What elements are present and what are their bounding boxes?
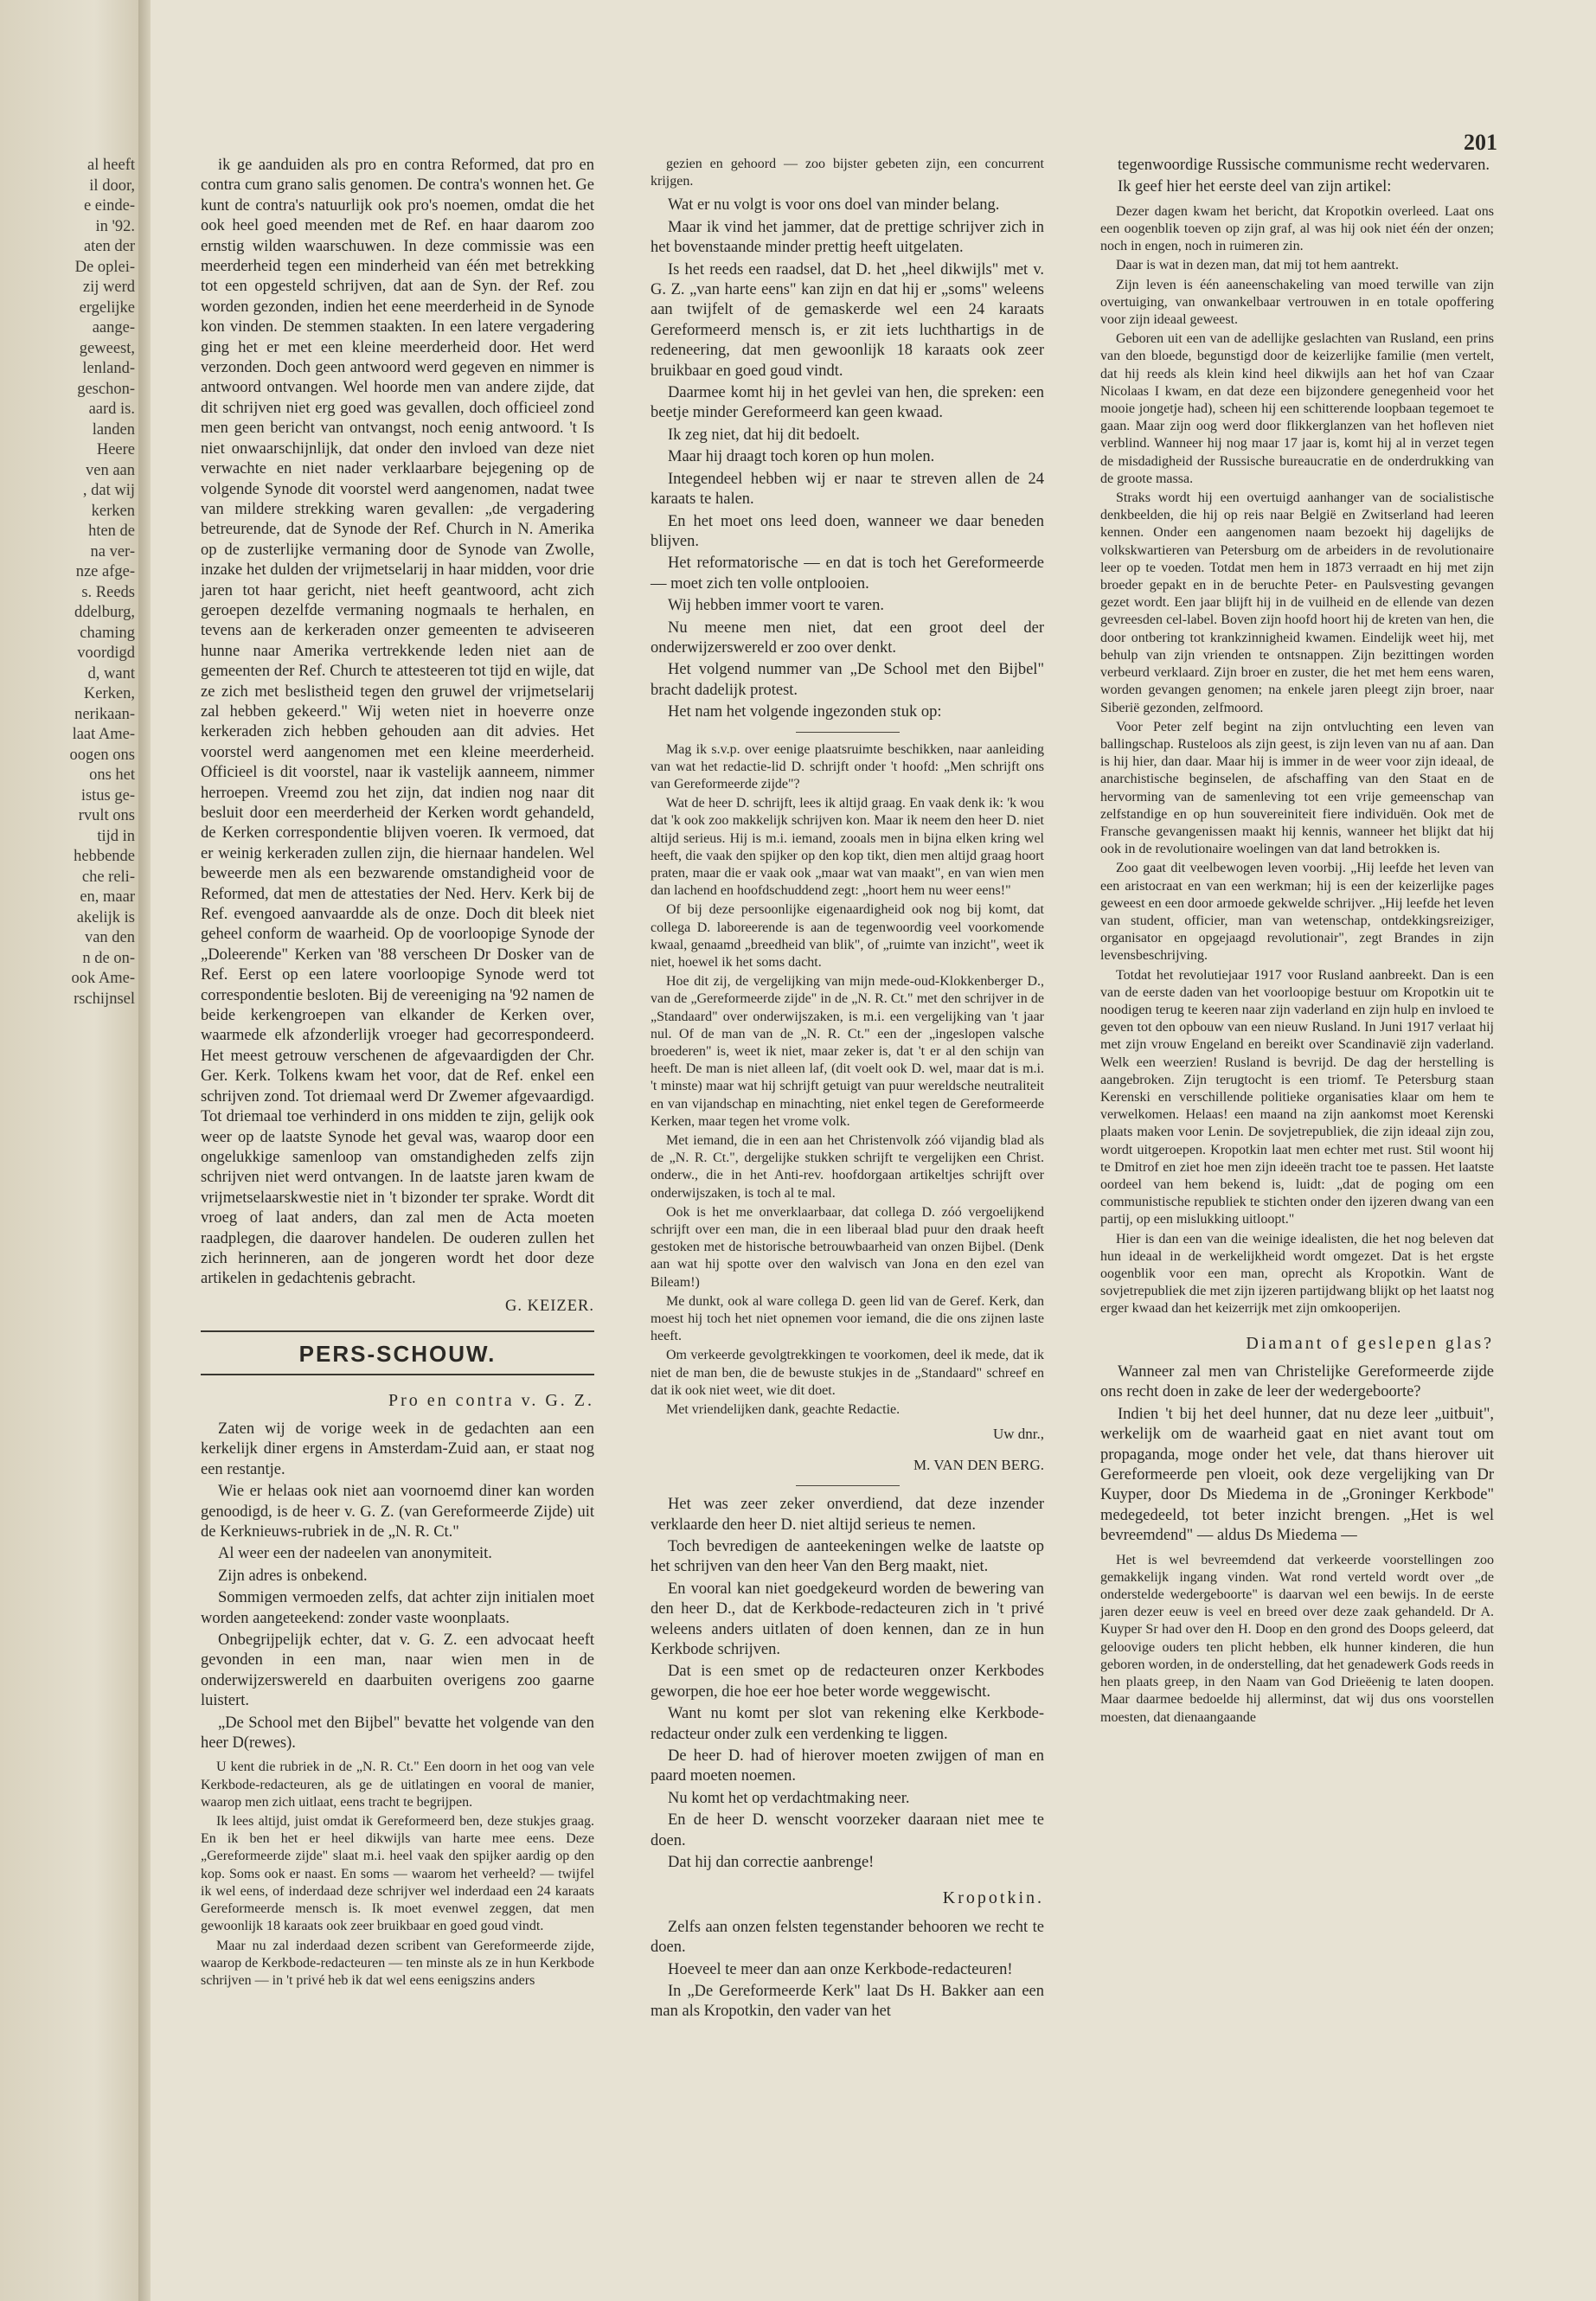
facing-page-line: ergelijke [79, 298, 135, 317]
facing-page-line: chaming [80, 624, 135, 642]
quote-paragraph: Maar nu zal inderdaad dezen scribent van Gereformeerde zijde, waarop de Kerkbode-redacteuren — ten minste als ze in hun Kerkbode schrijven — in 't privé heb ik dat wel eens eenigszins anders [201, 1938, 594, 1988]
facing-page-line: voordigd [77, 644, 135, 662]
facing-page-line: kerken [91, 502, 135, 520]
author-signature: G. KEIZER. [505, 1297, 594, 1315]
facing-page-line: ons het [89, 766, 135, 784]
quoted-passage [201, 1759, 594, 1990]
facing-page-line: ook Ame- [71, 970, 135, 987]
paragraph: Het was zeer zeker onverdiend, dat deze inzender verklaarde den heer D. niet altijd serieus te nemen. [651, 1496, 1044, 1534]
paragraph: Het reformatorische — en dat is toch het Gereformeerde — moet zich ten volle ontplooien. [651, 554, 1044, 593]
paragraph: Wie er helaas ook niet aan voornoemd diner kan worden genoodigd, is de heer v. G. Z. (van Gereformeerde Zijde) uit de Kerknieuws-rubriek in de „N. R. Ct." [201, 1483, 594, 1541]
letter-signature: M. VAN DEN BERG. [913, 1456, 1044, 1473]
article-body [651, 1495, 1044, 1873]
paragraph: Integendeel hebben wij er naar te streven allen de 24 karaats te halen. [651, 470, 1044, 509]
paragraph: In „De Gereformeerde Kerk" laat Ds H. Bakker aan een man als Kropotkin, den vader van het [651, 1983, 1044, 2021]
facing-page-line: aange- [92, 319, 135, 336]
article-heading: Kropotkin. [942, 1888, 1044, 1908]
paragraph: Ik geef hier het eerste deel van zijn artikel: [1118, 178, 1392, 196]
facing-page-line: , dat wij [82, 482, 135, 499]
facing-page-line: e einde- [83, 197, 135, 215]
quote-paragraph: Daar is wat in dezen man, dat mij tot hem aantrekt. [1116, 258, 1399, 273]
quote-paragraph: Zoo gaat dit veelbewogen leven voorbij. „Hij leefde het leven van een aristocraat en van een werkman; hij is een der keizerlijke pages geweest en een door armoede gekwelde schrijver. „Hij leefde het leven van student, officier, man van wetenschap, ontdekkingsreiziger, organisator en opgejaagd revolutionair", zegt Brandes in zijn levensbeschrijving. [1100, 861, 1494, 964]
facing-page-line: nze afge- [75, 563, 135, 580]
paragraph: Wij hebben immer voort te varen. [668, 597, 884, 615]
paragraph: Ik zeg niet, dat hij dit bedoelt. [668, 426, 860, 444]
paragraph: Daarmee komt hij in het gevlei van hen, die spreken: een beetje minder Gereformeerd kan geen kwaad. [651, 384, 1044, 422]
paragraph: Toch bevredigen de aanteekeningen welke de laatste op het schrijven van den heer Van den Berg maakt, niet. [651, 1537, 1044, 1576]
article-body [201, 1420, 594, 1754]
letter-closing: Uw dnr., [992, 1426, 1044, 1443]
facing-page-line: Kerken, [83, 685, 135, 702]
quoted-passage [651, 156, 1044, 190]
facing-page-line: aard is. [88, 401, 135, 418]
article-continuation [201, 156, 594, 1290]
facing-page-line: ddelburg, [74, 604, 135, 621]
facing-page-line: en, maar [80, 888, 135, 906]
newspaper-page [149, 104, 1498, 2301]
paragraph: Indien 't bij het deel hunner, dat nu deze leer „uitbuit", werkelijk om de waarheid gaat en niet avant tout om propaganda, moge onder het vele, dat thans hierover uit Gereformeerde pen vloeit, ook deze vergelijking van Dr Kuyper, door Ds Miedema in de „Groninger Kerkbode" medegedeeld, tot beter inzicht brengen. „Het is wel bevreemdend" — aldus Ds Miedema — [1100, 1405, 1494, 1545]
paragraph: „De School met den Bijbel" bevatte het volgende van den heer D(rewes). [201, 1714, 594, 1753]
facing-page-line: oogen ons [69, 746, 135, 764]
paragraph: Dat is een smet op de redacteuren onzer Kerkbodes geworpen, die hoe eer hoe beter worde weggewischt. [651, 1663, 1044, 1701]
paragraph: Dat hij dan correctie aanbrenge! [668, 1854, 875, 1871]
quote-paragraph: Hoe dit zij, de vergelijking van mijn mede-oud-Klokkenberger D., van de „Gereformeerde zijde" in de „N. R. Ct." met den schrijver in de „Standaard" over onderwijszaken, is m.i. een vergelijking van 't jaar nul. Of de man van de „N. R. Ct." een der „ingeslopen valsche broederen" is, weet ik niet, maar zeker is, dat 't er al den schijn van heeft. De man is niet alleen laf, (dit voelt ook D. wel, maar dat is m.i. 't minste) maar wat hij schrijft getuigt van puur wereldsche neutraliteit en van vijandschap en minachting, niet enkel tegen de Gereformeerde Kerken, maar tegen het vrome volk. [651, 974, 1044, 1129]
quote-paragraph: Het is wel bevreemdend dat verkeerde voorstellingen zoo gemakkelijk ingang vinden. Wat rond verteld wordt over „de onderstelde wedergeboorte" is daarvan wel een bewijs. In de eerste jaren dezer eeuw is veel en breed over deze zaak gehandeld. Dr A. Kuyper Sr had over den H. Doop en den grond des Doops geleerd, dat geloovige ouders ten plicht hebben, elk hunner kinderen, die hun geboren worden, in de onderstelling, dat het genadewerk Gods reeds in hen plaats greep, in den Naam van God Drieëenig te laten doopen. Maar daarmee bedoelde hij allerminst, dat wij dus ons voorstellen moesten, dat dienaangaande [1100, 1552, 1494, 1725]
paragraph: Nu komt het op verdachtmaking neer. [668, 1789, 910, 1807]
article-heading: Pro en contra v. G. Z. [388, 1390, 594, 1410]
divider [796, 1485, 900, 1486]
facing-page-line: laat Ame- [72, 726, 135, 743]
quote-paragraph: Me dunkt, ook al ware collega D. geen lid van de Geref. Kerk, dan moest hij toch het niet opnemen voor iemand, die die ons zijnen laste heeft. [651, 1293, 1044, 1344]
quote-paragraph: Mag ik s.v.p. over eenige plaatsruimte beschikken, naar aanleiding van wat het redactie-lid D. schrijft onder 't hoofd: „Men schrijft ons van Gereformeerde zijde"? [651, 741, 1044, 792]
paragraph: Het nam het volgende ingezonden stuk op: [668, 703, 942, 721]
paragraph: Wat er nu volgt is voor ons doel van minder belang. [668, 196, 1000, 215]
quote-paragraph: Met iemand, die in een aan het Christenvolk zóó vijandig blad als de „N. R. Ct.", dergelijke stukken schrijft te vergelijken een Christ. onderw., die in het Anti-rev. hoofdorgaan artikeltjes schrijft over onderwijszaken, is toch al te mal. [651, 1133, 1044, 1201]
section-divider [201, 1374, 594, 1375]
paragraph: Maar ik vind het jammer, dat de prettige schrijver zich in het bovenstaande minder prettig heeft uitgelaten. [651, 218, 1044, 257]
paragraph: ik ge aanduiden als pro en contra Reformed, dat pro en contra cum grano salis genomen. De contra's wonnen het. Ge kunt de contra's natuurlijk ook pro's noemen, omdat die het ook heel goed meenden met de Ref. en haar daarom zoo ernstig wilden waarschuwen. In deze commissie was een meerderheid tegen een minderheid van één met betrekking tot een opgesteld schrijven, dat aan de Syn. der Ref. zou worden gezonden, indien het eene meerderheid in de Synode kon vinden. De stemmen staakten. In een latere vergadering ging het er met een kleine meerderheid door. Het werd verzonden. Doch geen antwoord werd gegeven en nimmer is antwoord ontvangen. Wel hoorde men van andere zijde, dat dit schrijven niet erg goed was gevallen, doch officieel zond men geen bericht van ontvangst, noch eenig antwoord. 't Is niet onwaarschijnlijk, dat onder den invloed van deze niet verwachte en niet nader verklaarbare bejegening op de volgende Synode dit voorstel werd aangenomen, nadat twee van mildere strekking waren gevallen: „de vergadering betreurende, dat de Synode der Ref. Church in N. Amerika op de zusterlijke vermaning door de Synode van Zwolle, inzake het dulden der vrijmetselarij in haar midden, voor drie jaren tot haar gericht, niet heeft geantwoord, acht zich geroepen dezelfde vermaning nogmaals te herhalen, en tevens aan de kerkeraden onzer gemeenten te adviseeren hunne naar Amerika vertrekkende leden niet aan de gemeenten der Ref. Church te attesteeren tot tijd en wijle, dat ze zich met beslistheid tegen den gruwel der vrijmetselarij zal hebben gekeerd." Wij weten niet in hoeverre onze kerkeraden zich hebben gehouden aan dit advies. Het voorstel werd aangenomen met een kleine meerderheid. Officieel is dit voorstel, naar ik vastelijk aanneem, nimmer herroepen. Vreemd zou het zijn, dat indien nog naar dit besluit door een meerderheid der Kerken wordt gehandeld, de Kerken correspondentie blijven voeren. Ik vermoed, dat er weinig kerkeraden zullen zijn, die hiernaar handelen. Wel beweerde men als een bezwarende omstandigheid voor de Reformed, dat men de attestaties der Ned. Herv. Kerk bij de Ref. evengoed aanvaardde als de onze. Doch dit bleek niet geheel conform de waarheid. Op de voorloopige Synode der „Doleerende" Kerken van '88 verscheen Dr Dosker van de Ref. Eerst op een latere voorloopige Synode werd tot correspondentie besloten. Bij de vereeniging na '92 namen de beide kerkengroepen van elkander de Kerken over, waarmede elk afzonderlijk vroeger had gecorrespondeerd. Het meest getrouw verschenen de afgevaardigden der Chr. Ger. Kerk. Tolkens kwam het voor, dat de Ref. enkel een schrijven zond. Tot driemaal werd Dr Zwemer afgevaardigd. Tot driemaal toe verhinderd in ons midden te zijn, gelijk ook weer op de laatste Synode het geval was, waarop door een ongelukkige samenloop van omstandigheden zelfs zijn schrijven niet werd ontvangen. In de laatste jaren kwam de vrijmetselaarskwestie niet in 't bizonder ter sprake. Wordt dit vroeg of laat anders, dan zal men de Acta moeten raadplegen, die daarover handelen. De ouderen zullen het zich herinneren, aan de jongeren wordt het door deze artikelen in gedachtenis gebracht. [201, 157, 594, 1288]
quote-paragraph: Voor Peter zelf begint na zijn ontvluchting een leven van ballingschap. Rusteloos als zijn geest, is zijn leven van nu af aan. Dan is hij hier, dan daar. Maar hij is immer in de weer voor zijn ideaal, de anarchistische beginselen, de afschaffing van den Staat en de hervorming van de samenleving tot een vrije gemeenschap van zelfstandige en op hun souvereiniteit fiere individuën. Ook met de Fransche gevangenissen maakt hij kennis, wanneer het blijkt dat hij ook in de revolutionaire woelingen van dat land betrokken is. [1100, 719, 1494, 857]
facing-page-line: landen [92, 420, 135, 439]
column-1 [201, 156, 594, 1995]
facing-page-line: hten de [88, 522, 135, 540]
paragraph: Onbegrijpelijk echter, dat v. G. Z. een advocaat heeft gevonden in een man, naar wien men in de onderwijzerswereld en daarbuiten overigens zoo gaarne luistert. [201, 1631, 594, 1710]
paragraph: Het volgend nummer van „De School met den Bijbel" bracht dadelijk protest. [651, 661, 1044, 699]
facing-page-line: al heeft [87, 157, 135, 174]
facing-page-line: rschijnsel [74, 990, 135, 1008]
column-2 [651, 156, 1044, 2024]
facing-page-line: na ver- [90, 542, 135, 561]
quoted-passage [1100, 203, 1494, 1318]
facing-page-line: istus ge- [80, 786, 135, 804]
page-number: 201 [1464, 130, 1497, 155]
paragraph: Zaten wij de vorige week in de gedachten aan een kerkelijk diner ergens in Amsterdam-Zuid aan, er staat nog een restantje. [201, 1420, 594, 1478]
facing-page-line: rvult ons [78, 807, 135, 824]
divider [796, 732, 900, 733]
paragraph: Zijn adres is onbekend. [218, 1567, 368, 1585]
quote-paragraph: U kent die rubriek in de „N. R. Ct." Een doorn in het oog van vele Kerkbode-redacteuren, als ge de uitlatingen en vooral de manier, waarop men zich uitlaat, eens tracht te begrijpen. [201, 1759, 594, 1810]
paragraph: tegenwoordige Russische communisme recht wedervaren. [1118, 157, 1490, 174]
paragraph: Want nu komt per slot van rekening elke Kerkbode-redacteur onder zulk een verdenking te liggen. [651, 1705, 1044, 1743]
reader-letter [651, 741, 1044, 1420]
article-body [1100, 156, 1494, 198]
facing-page-line: ven aan [85, 461, 135, 479]
quote-paragraph: Met vriendelijken dank, geachte Redactie. [666, 1402, 901, 1418]
quote-paragraph: Geboren uit een van de adellijke geslachten van Rusland, een prins van den bloede, begunstigd door de keizerlijke familie (men vertelt, dat hij reeds als klein kind heel dikwijls aan het hof van Czaar Nicolaas I kwam, en dat deze een bijzondere genegenheid voor het mooie jongetje had), scheen hij een schitterende loopbaan tegemoet te gaan. Maar zijn oog werd door flikkerglanzen van het hofleven niet verblind. Wanneer hij nog maar 17 jaar is, komt hij al in verzet tegen de misdadigheid der Russische bureaucratie en de onderdrukking van de groote massa. [1100, 331, 1494, 486]
facing-page-line: geschon- [77, 380, 135, 398]
paragraph: Al weer een der nadeelen van anonymiteit. [218, 1545, 492, 1563]
paragraph: Is het reeds een raadsel, dat D. het „heel dikwijls" met v. G. Z. „van harte eens" kan zijn en dat hij er „soms" weleens aan twijfelt of de gemaskerde wel een 24 karaats Gereformeerd mensch is, er zit iets luchthartigs in de redeneering, dat men gewoonlijk 18 karaats ook zeer bruikbaar en goed goud vindt. [651, 260, 1044, 380]
facing-page-line: zij werd [82, 279, 135, 296]
facing-page-line: nerikaan- [74, 705, 135, 723]
paragraph: Nu meene men niet, dat een groot deel der onderwijzerswereld er zoo over denkt. [651, 619, 1044, 657]
facing-page-line: n de on- [82, 949, 135, 967]
facing-page-line: d, want [87, 664, 135, 683]
quote-paragraph: Zijn leven is één aaneenschakeling van moed terwille van zijn overtuiging, van onwankelbaar vertrouwen in en totale opoffering voor zijn ideaal geweest. [1100, 277, 1494, 328]
facing-page-line: tijd in [97, 827, 135, 845]
column-3 [1100, 156, 1494, 1732]
section-title: PERS-SCHOUW. [298, 1341, 497, 1368]
quote-paragraph: Of bij deze persoonlijke eigenaardigheid ook nog bij komt, dat collega D. laboreerende is aan de tegenwoordig veel voorkomende kwaal, genaamd „breedheid van blik", of „ruimte van inzicht", weet ik niet, hoewel ik het soms dacht. [651, 902, 1044, 970]
article-body [651, 1918, 1044, 2022]
quote-paragraph: Ook is het me onverklaarbaar, dat collega D. zóó vergoelijkend schrijft over een man, die in een liberaal blad puur den draak heeft gestoken met de historische betrouwbaarheid van onzen Bijbel. (Denk aan wat hij spotte over den walvisch van Jona en den ezel van Bileam!) [651, 1204, 1044, 1290]
paragraph: Wanneer zal men van Christelijke Gereformeerde zijde ons recht doen in zake de leer der wedergeboorte? [1100, 1363, 1494, 1401]
facing-page-line: aten der [83, 238, 135, 255]
paragraph: En vooral kan niet goedgekeurd worden de bewering van den heer D., dat de Kerkbode-redacteuren zich in 't privé weleens anders uitlaten of doen kennen, dan ze in hun Kerkbode schrijven. [651, 1580, 1044, 1658]
section-divider [201, 1330, 594, 1332]
article-heading: Diamant of geslepen glas? [1246, 1333, 1494, 1353]
paragraph: De heer D. had of hierover moeten zwijgen of man en paard moeten noemen. [651, 1747, 1044, 1785]
facing-page-line: s. Reeds [81, 583, 135, 601]
facing-page-line: che reli- [81, 868, 135, 886]
paragraph: Zelfs aan onzen felsten tegenstander behooren we recht te doen. [651, 1918, 1044, 1957]
paragraph: En de heer D. wenscht voorzeker daaraan niet mee te doen. [651, 1811, 1044, 1849]
facing-page-line: il door, [89, 176, 135, 195]
quote-paragraph: Hier is dan een van die weinige idealisten, die het nog beleven dat hun ideaal in de werkelijkheid wordt omgezet. Dat is het ergste oogenblik voor een man, oprecht als Kropotkin. Want de sovjetrepubliek die met zijn ijzeren partijdwang blijkt op het laatst nog erger kwaad dan het keizerrijk met zijn omkooperijen. [1100, 1231, 1494, 1317]
quoted-passage [1100, 1552, 1494, 1727]
paragraph: Hoeveel te meer dan aan onze Kerkbode-redacteuren! [668, 1960, 1013, 1978]
quote-paragraph: Ik lees altijd, juist omdat ik Gereformeerd ben, deze stukjes graag. En ik ben het er heel dikwijls van harte mee eens. Deze „Gereformeerde zijde" slaat m.i. heel vaak den spijker aardig op den kop. Soms ook er naast. En soms — waarom het verheeld? — twijfel ik wel eens, of inderdaad deze schrijver wel inderdaad een 24 karaats Gereformeerde mensch is. Ik moet evenwel zeggen, dat men gewoonlijk 18 karaats ook zeer bruikbaar en goed goud vindt. [201, 1814, 594, 1934]
facing-page-line: in '92. [95, 217, 135, 235]
article-body [651, 195, 1044, 722]
facing-page-line: van den [84, 929, 135, 946]
quote-paragraph: Totdat het revolutiejaar 1917 voor Rusland aanbreekt. Dan is een van de eerste daden van het voorloopige bestuur om Kropotkin uit te noodigen terug te keeren naar zijn vaderland en zijn hulp en invloed te geven tot den opbouw van een nieuw Rusland. In Juni 1917 verlaat hij met zijn vrouw Engeland en bereikt over Scandinavië zijn vaderland. Welk een weerzien! Rusland is bevrijd. De dag der herstelling is aangebroken. Zijn terugtocht is een triomf. Te Petersburg staan Kerenski en verschillende politieke organisaties klaar om hem te verwelkomen. Helaas! een maand na zijn aankomst moet Kerenski plaats maken voor Lenin. De sovjetrepubliek, die zijn ideaal zijn zou, wordt uitgeroepen. Kropotkin laat men echter met rust. Stil woont hij te Dmitrof en ziet hoe men zijn ideeën tracht toe te passen. Het laatste oordeel van hem bekend is, luidt: „dat de poging om een communistische republiek te stichten onder den ijzeren dwang van een partij, op een mislukking uitloopt." [1100, 967, 1494, 1227]
quote-paragraph: Wat de heer D. schrijft, lees ik altijd graag. En vaak denk ik: 'k wou dat 'k ook zoo makkelijk schrijven kon. Maar ik neem den heer D. niet altijd serieus. Hij is m.i. iemand, zooals men in bijna elken kring wel heeft, die vaak den spijker op den kop tikt, dien men altijd graag hoort praten, maar die er vaak ook „maar wat van maakt", en van wien men dan lachend en hoofdschuddend zegt: „hoort hem nu weer eens!" [651, 796, 1044, 899]
paragraph: En het moet ons leed doen, wanneer we daar beneden blijven. [651, 512, 1044, 550]
quote-paragraph: gezien en gehoord — zoo bijster gebeten zijn, een concurrent krijgen. [651, 157, 1044, 189]
facing-page-line: Heere [96, 441, 135, 458]
facing-page-line: akelijk is [76, 908, 135, 926]
facing-page-line: geweest, [79, 339, 135, 357]
quote-paragraph: Om verkeerde gevolgtrekkingen te voorkomen, deel ik mede, dat ik niet de man ben, die de bewuste stukjes in de „Standaard" schreef en dat ik ook niet weet, wie dit doet. [651, 1348, 1044, 1398]
facing-page-line: hebbende [74, 848, 135, 865]
quote-paragraph: Straks wordt hij een overtuigd aanhanger van de socialistische denkbeelden, die hij op reis naar België en Zwitserland had leeren kennen. Onder een aangenomen naam bezoekt hij dagelijks de volkskwartieren van Petersburg om de arbeiders in de revolutionaire leer op te voeden. Totdat men hem in 1873 verraadt en hij met zijn broeder gepakt en in de beruchte Peter- en Paulsvesting gevangen gezet wordt. Een jaar blijft hij in de vuilheid en de ellende van dezen gevreesden cel-label. Boven zijn hoofd hoort hij de kreten van hen, die door ontbering tot krankzinnigheid kwamen. Eindelijk weet hij, met behulp van zijn vrienden te ontsnappen. Zijn bezittingen worden verbeurd verklaard. Zijn broer en zuster, die het met hem eens waren, worden gevangen genomen; na enkele jaren pleegt zijn broer, naar Siberië gezonden, zelfmoord. [1100, 490, 1494, 715]
quote-paragraph: Dezer dagen kwam het bericht, dat Kropotkin overleed. Laat ons een oogenblik toeven op zijn graf, al was hij ook niet één der onzen; noch in engen, noch in ruimeren zin. [1100, 203, 1494, 254]
paragraph: Maar hij draagt toch koren op hun molen. [668, 448, 935, 466]
facing-page-line: lenland- [82, 360, 135, 377]
facing-page-line: De oplei- [74, 258, 135, 276]
facing-page-fragment [0, 0, 145, 2301]
article-body [1100, 1362, 1494, 1547]
paragraph: Sommigen vermoeden zelfs, dat achter zijn initialen moet worden aangeteekend: zonder vaste woonplaats. [201, 1589, 594, 1627]
